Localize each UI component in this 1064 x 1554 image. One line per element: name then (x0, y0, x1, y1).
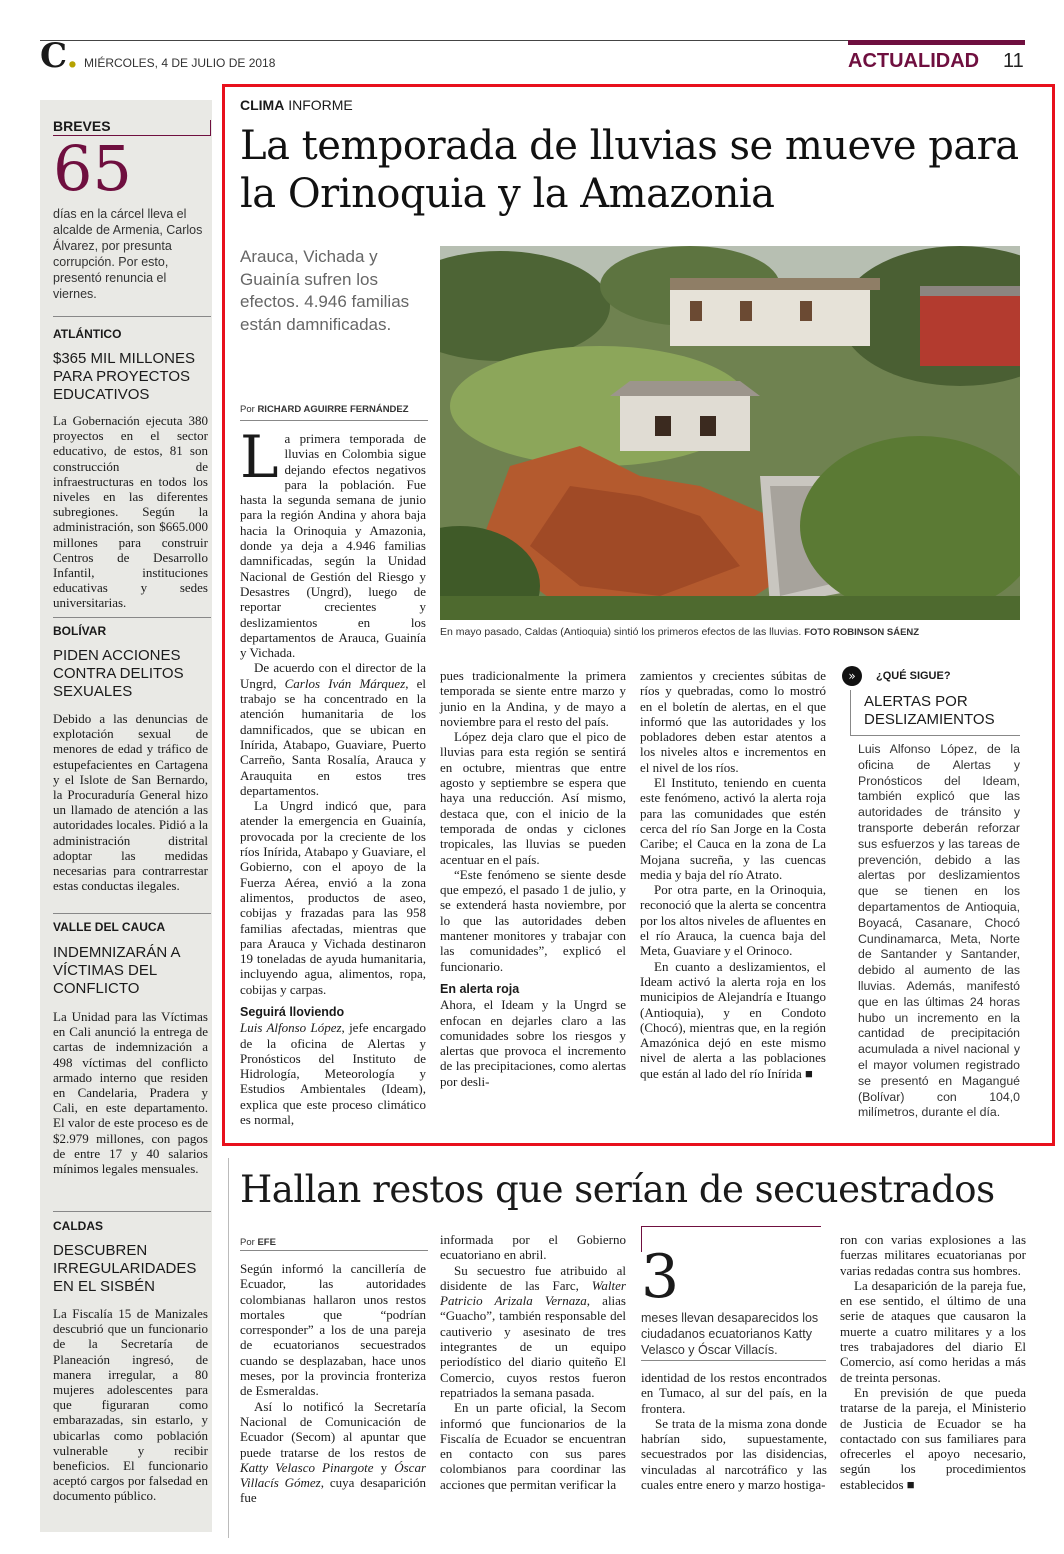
subhead: En alerta roja (440, 981, 520, 996)
byline-rule (240, 1250, 428, 1251)
column-rule (228, 1158, 229, 1538)
sidebar-body: La Fiscalía 15 de Manizales descubrió que un funcionario de la Secretaría de Planeación ingresó, de manera irregular, a 80 mujeres adolescentes para que figuraran como embarazadas, sin estarlo, y ubicarlas como población vulnerable y recibir beneficios. El funcionario aceptó cargos por falsedad en documento público. (53, 1306, 208, 1504)
article2-column-1: Según informó la cancillería de Ecuador, las autoridades colombianas hallaron unos restos mortales que “podrían corresponder” a los de una pareja de ecuatorianos secuestrados cuando se desplazaban, hace unos meses, por la provincia fronteriza de Esmeraldas. Así lo notificó la Secretaría Nacional de Comunicación de Ecuador (Secom) al apuntar que puede tratarse de los restos de Katty Velasco Pinargote y Óscar Villacís Gómez, cuya desaparición fue (240, 1261, 427, 1506)
issue-date: MIÉRCOLES, 4 DE JULIO DE 2018 (84, 56, 276, 70)
byline-rule (240, 420, 428, 421)
que-sigue-vline (850, 690, 851, 736)
sidebar-region: BOLÍVAR (53, 624, 107, 638)
section-bar (848, 40, 1025, 45)
sidebar-body: La Unidad para las Víctimas en Cali anunció la entrega de cartas de indemnización a 498 víctimas del conflicto armado interno que residen en Candelaria, Pradera y Cali, en este departamento. El valor de este proceso es de $2.979 millones, con pagos de entre 17 y 40 salarios mínimos legales mensuales. (53, 1009, 208, 1177)
stat-text: meses llevan desaparecidos los ciudadanos ecuatorianos Katty Velasco y Óscar Villacís. (641, 1311, 819, 1357)
sidebar-divider (53, 316, 211, 317)
article-column-3: zamientos y crecientes súbitas de ríos y quebradas, como lo mostró en el boletín de alertas, en el que informó que las autoridades y los pobladores deben estar atentos a los niveles altos e incrementos en el nivel de los ríos. El Instituto, teniendo en cuenta este fenómeno, activó la alerta roja para las comunidades que estén cerca del río San Jorge en la Costa Caribe; el Cauca en la zona de La Mojana sucreña, y las cuencas media y baja del río Atrato. Por otra parte, en la Orinoquia, reconoció que la alerta se concentra por los altos niveles de afluentes en el río Arauca, la cuenca baja del Meta, Guaviare y el Orinoco. En cuanto a deslizamientos, el Ideam activó la alerta roja en los municipios de Alejandría e Ituango (Antioquia), y en Condoto (Chocó), mientras que, en la región Amazónica dejó en este mismo nivel de alerta a las poblaciones que están al lado del río Inírida ■ (640, 668, 826, 1081)
sidebar-divider (53, 617, 211, 618)
sidebar-body: Debido a las denuncias de explotación sexual de menores de edad y tráfico de estupefacientes en Cartagena y el Islote de San Bernardo, la Procuraduría General hizo un llamado de atención a las autoridades locales. Pidió a la administración distrital adoptar las medidas necesarias para contrarrestar estas conductas ilegales. (53, 711, 208, 894)
stat-bottom-rule (641, 1360, 826, 1361)
landslide-photo (440, 246, 1020, 620)
sidebar-region: ATLÁNTICO (53, 327, 122, 341)
photo-caption: En mayo pasado, Caldas (Antioquia) sintió los primeros efectos de las lluvias. FOTO ROBINSON SÁENZ (440, 626, 920, 638)
que-sigue-headline: ALERTAS POR DESLIZAMIENTOS (864, 693, 995, 728)
newspaper-logo: C. (40, 36, 79, 76)
sidebar-headline: $365 MIL MILLONES PARA PROYECTOS EDUCATIVOS (53, 350, 196, 403)
article2-byline: Por EFE (240, 1237, 276, 1248)
article2-column-2: informada por el Gobierno ecuatoriano en abril. Su secuestro fue atribuido al disidente de las Farc, Walter Patricio Arizala Vernaza, alias “Guacho”, también responsable del cautiverio y asesinato de tres integrantes de un equipo periodístico del diario quiteño El Comercio, cuyos restos fueron repatriados la semana pasada. En un parte oficial, la Secom informó que funcionarios de la Fiscalía de Ecuador se encuentran en contacto con sus pares colombianos para coordinar las acciones que permitan verificar la (440, 1232, 626, 1492)
article-lead: Arauca, Vichada y Guainía sufren los efectos. 4.946 familias están damnificadas. (240, 247, 410, 334)
sidebar-region: CALDAS (53, 1219, 103, 1233)
double-chevron-icon: » (842, 666, 862, 686)
breves-number: 65 (53, 132, 132, 205)
sidebar-region: VALLE DEL CAUCA (53, 920, 166, 934)
que-sigue-label: ¿QUÉ SIGUE? (876, 670, 951, 682)
sidebar-headline: INDEMNIZARÁN A VÍCTIMAS DEL CONFLICTO (53, 944, 180, 997)
sidebar-body: La Gobernación ejecuta 380 proyectos en el sector educativo, de estos, 81 son construcción de infraestructuras en todos los niveles en las diferentes subregiones. Según la administración, son $665.000 millones para construir Centros de Desarrollo Infantil, instituciones educativas y sedes universitarias. (53, 413, 208, 611)
dropcap: L (240, 423, 279, 491)
article-byline: Por RICHARD AGUIRRE FERNÁNDEZ (240, 404, 409, 415)
breves-text: días en la cárcel lleva el alcalde de Armenia, Carlos Álvarez, por presunta corrupción. Por esto, presentó renuncia el viernes. (53, 207, 203, 301)
que-sigue-body: Luis Alfonso López, de la oficina de Alertas y Pronósticos del Ideam, también explicó que las autoridades de tránsito y transporte deberán reforzar sus esfuerzos y las tareas de prevención, debido a las alertas por deslizamientos que se tienen en los departamentos de Antioquia, Boyacá, Casanare, Chocó Cundinamarca, Meta, Norte de Santander y Santander, debido al aumento de las lluvias. Además, manifestó que en las últimas 24 horas hubo un incremento en la cantidad de precipitación acumulada a nivel nacional y el mayor volumen registrado se presentó en Magangué (Bolívar) con 104,0 milímetros, durante el día. (858, 742, 1020, 1120)
sidebar-divider (53, 1211, 211, 1212)
article-kicker: CLIMA INFORME (240, 97, 353, 113)
sidebar-headline: PIDEN ACCIONES CONTRA DELITOS SEXUALES (53, 647, 184, 700)
stat-rule (641, 1226, 821, 1227)
breves-vline (210, 120, 211, 136)
article2-column-3: identidad de los restos encontrados en Tumaco, al sur del país, en la frontera. Se trata de la misma zona donde habrían sido, supuestamente, secuestrados por las disidencias, vinculadas al narcotráfico y las cuales entre enero y marzo hostiga- (641, 1370, 827, 1493)
article2-headline: Hallan restos que serían de secuestrados (240, 1168, 995, 1211)
article-headline: La temporada de lluvias se mueve para la Orinoquia y la Amazonia (240, 123, 1019, 217)
subhead: Seguirá lloviendo (240, 1004, 345, 1019)
sidebar-divider (53, 913, 211, 914)
stat-number: 3 (641, 1242, 680, 1312)
sidebar-headline: DESCUBREN IRREGULARIDADES EN EL SISBÉN (53, 1242, 197, 1295)
breves-label: BREVES (53, 118, 111, 134)
section-name: ACTUALIDAD (848, 50, 980, 72)
article-column-2: pues tradicionalmente la primera temporada se siente entre marzo y junio en la Andina, y de mayo a noviembre para el resto del país. López deja claro que el pico de lluvias para esta región se sentirá en octubre, mientras que entre agosto y septiembre se espera que haya una reducción. Así mismo, destaca que, con el inicio de la temporada de ondas y ciclones tropicales, las lluvias se pueden acentuar en el país. “Este fenómeno se siente desde que empezó, el pasado 1 de julio, y se extenderá hasta noviembre, por lo que las autoridades deben mantener monitores y trabajar con las comunidades”, explicó el funcionario. En alerta roja Ahora, el Ideam y la Ungrd se enfocan en dejarles claro a las comunidades sobre los riesgos y alertas que provoca el incremento de las precipitaciones, como alertas por desli- (440, 668, 626, 1089)
page-number: 11 (1003, 50, 1024, 72)
article2-column-4: ron con varias explosiones a las fuerzas militares ecuatorianas por varias redadas contra sus hombres. La desaparición de la pareja fue, en ese sentido, el último de una serie de ataques que causaron la muerte a cuatro militares y a los tres trabajadores del diario El Comercio, así como heridas a más de treinta personas. En previsión de que pueda tratarse de la pareja, el Ministerio de Justicia de Ecuador se ha contactado con sus familiares para ofrecerles el apoyo necesario, según los procedimientos establecidos ■ (840, 1232, 1026, 1492)
que-sigue-rule (850, 735, 1020, 736)
article-column-1: L a primera temporada de lluvias en Colombia sigue dejando efectos negativos para la población. Fue hasta la segunda semana de junio para la región Andina y ahora baja hacia la Orinoquia y Amazonia, donde ya deja a 4.946 familias damnificadas, según la Unidad Nacional de Gestión del Riesgo y Desastres (Ungrd), luego de reportar crecientes y deslizamientos en los departamentos de Arauca, Guainía y Vichada. De acuerdo con el director de la Ungrd, Carlos Iván Márquez, el trabajo se ha concentrado en la atención humanitaria de los damnificados, que se ubican en Inírida, Atabapo, Guaviare, Puerto Carreño, Santa Rosalía, Arauca y Arauquita en estos tres departamentos. La Ungrd indicó que, para atender la emergencia en Guainía, provocada por la creciente de los ríos Inírida, Atabapo y Guaviare, el Gobierno, con el apoyo de la Fuerza Aérea, envió a la zona alimentos, productos de aseo, cobijas y frazadas para las 958 familias afectadas, mientras que para Arauca y Vichada destinaron 19 toneladas de ayuda humanitaria, incluyendo agua, alimentos, ropa, cobijas y carpas. Seguirá lloviendo Luis Alfonso López, jefe encargado de la oficina de Alertas y Pronósticos del Instituto de Hidrología, Meteorología y Estudios Ambientales (Ideam), explica que este proceso climático es normal, (240, 423, 427, 1128)
